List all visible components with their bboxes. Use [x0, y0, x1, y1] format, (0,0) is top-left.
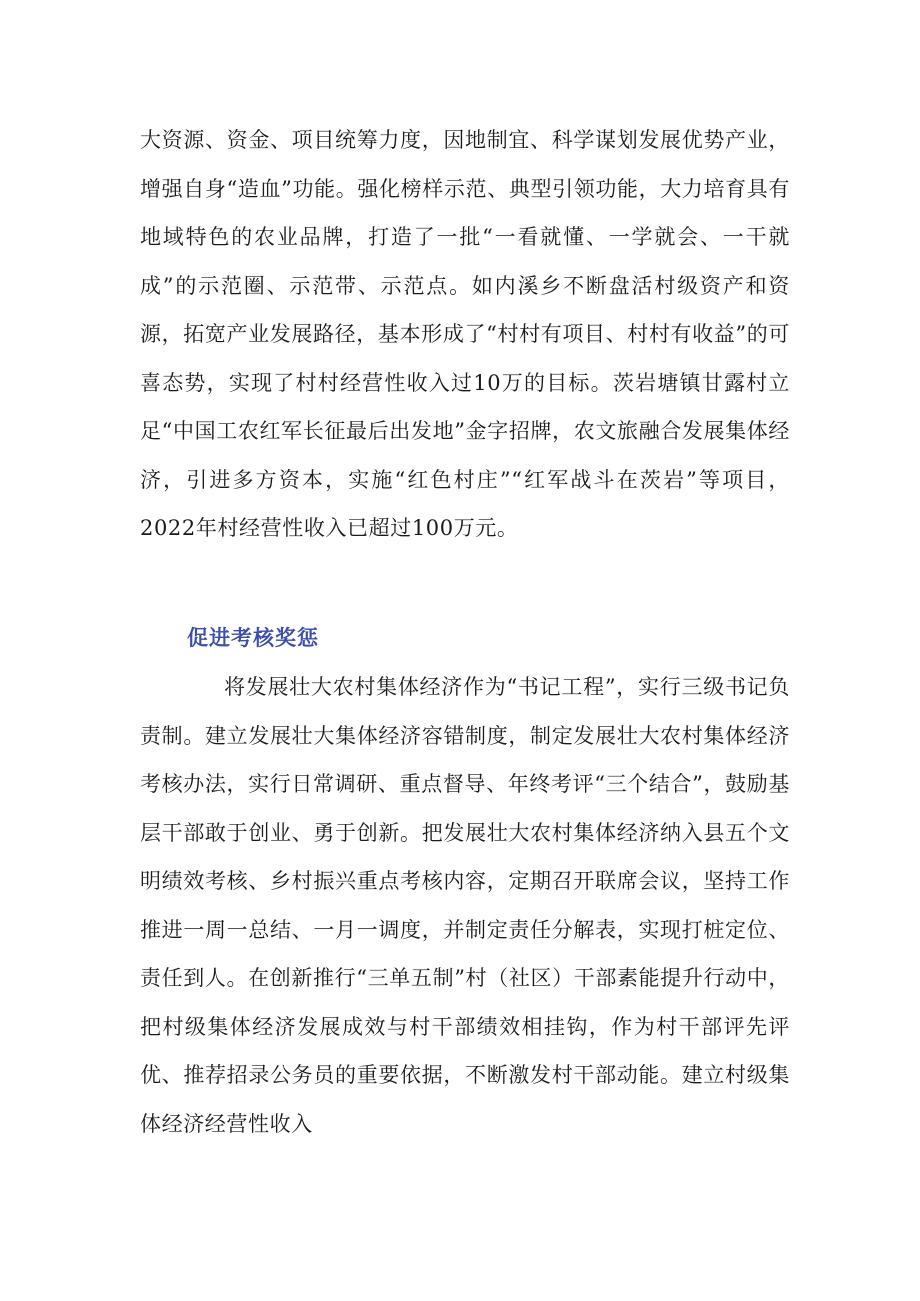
body-paragraph-1: 大资源、资金、项目统筹力度，因地制宜、科学谋划发展优势产业，增强自身“造血”功能。强化榜样示范、典型引领功能，大力培育具有地域特色的农业品牌，打造了一批“一看就懂、一学就会、一干就成”的示范圈、示范带、示范点。如内溪乡不断盘活村级资产和资源，拓宽产业发展路径，基本形成了“村村有项目、村村有收益”的可喜态势，实现了村村经营性收入过10万的目标。茨岩塘镇甘露村立足“中国工农红军长征最后出发地”金字招牌，农文旅融合发展集体经济，引进多方资本，实施“红色村庄”“红军战斗在茨岩”等项目，2022年村经营性收入已超过100万元。 [140, 128, 790, 540]
section-heading: 促进考核奖惩 [187, 625, 319, 650]
body-paragraph-2: 将发展壮大农村集体经济作为“书记工程”，实行三级书记负责制。建立发展壮大集体经济容错制度，制定发展壮大农村集体经济考核办法，实行日常调研、重点督导、年终考评“三个结合”，鼓励基层干部敢于创业、勇于创新。把发展壮大农村集体经济纳入县五个文明绩效考核、乡村振兴重点考核内容，定期召开联席会议，坚持工作推进一周一总结、一月一调度，并制定责任分解表，实现打桩定位、责任到人。在创新推行“三单五制”村（社区）干部素能提升行动中，把村级集体经济发展成效与村干部绩效相挂钩，作为村干部评先评优、推荐招录公务员的重要依据，不断激发村干部动能。建立村级集体经济经营性收入 [140, 675, 790, 1136]
